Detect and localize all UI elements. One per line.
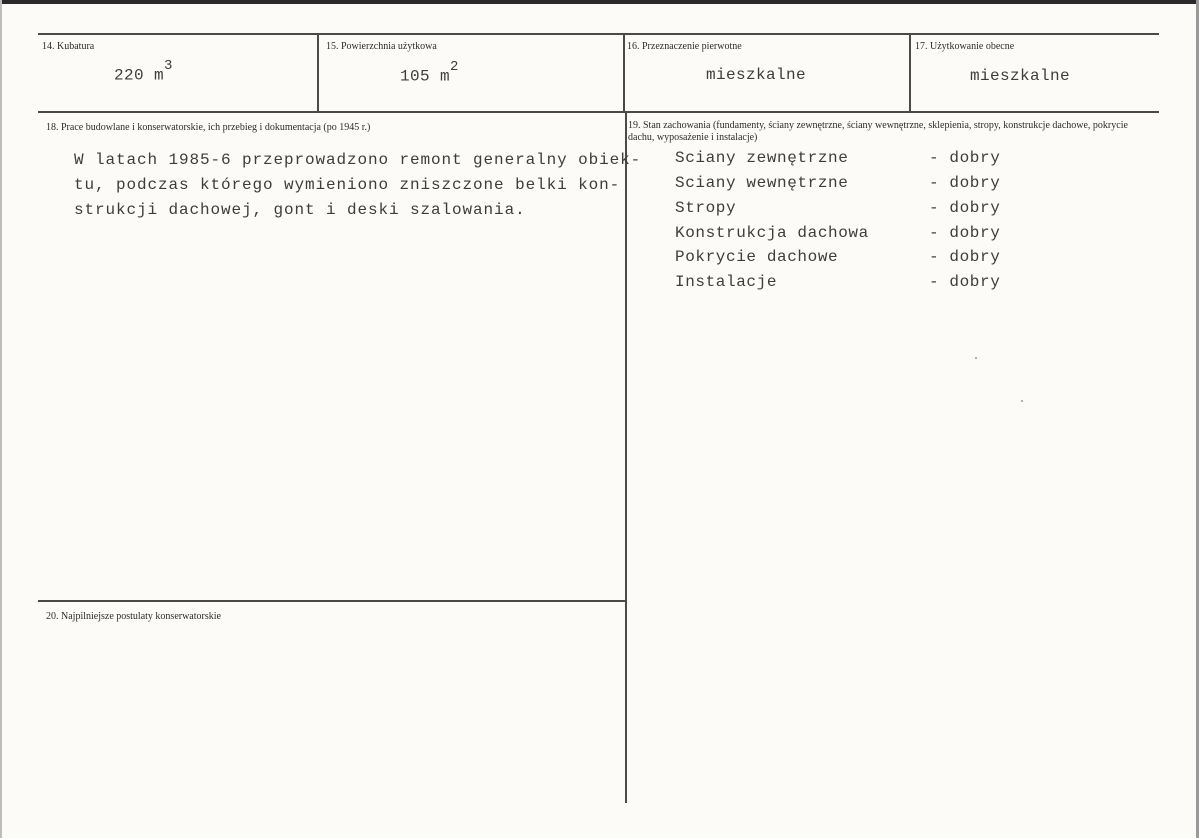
stan-item-value: - dobry xyxy=(929,273,1001,291)
przeznaczenie-value: mieszkalne xyxy=(706,66,807,84)
paper-speck xyxy=(975,357,977,359)
stan-item-value: - dobry xyxy=(929,224,1001,242)
prace-text xyxy=(74,148,642,223)
prace-line: strukcji dachowej, gont i deski szalowania. xyxy=(74,201,526,219)
uzytkowanie-label: 17. Użytkowanie obecne xyxy=(915,41,1015,52)
card-top-edge xyxy=(0,0,1199,4)
prace-line: W latach 1985-6 przeprowadzono remont generalny obiek- xyxy=(74,151,642,169)
stan-item-name: Instalacje xyxy=(675,273,778,291)
kubatura-label: 14. Kubatura xyxy=(42,41,95,52)
col-divider-2 xyxy=(623,33,625,113)
paper-speck xyxy=(1021,400,1023,402)
powierzchnia-value xyxy=(400,59,459,86)
stan-row xyxy=(675,199,1015,223)
col-divider-3 xyxy=(909,33,911,113)
top-rule xyxy=(38,33,1159,35)
postulaty-label: 20. Najpilniejsze postulaty konserwatorskie xyxy=(46,611,221,622)
stan-row xyxy=(675,149,1015,173)
section-20-rule xyxy=(38,600,627,602)
stan-item-name: Stropy xyxy=(675,199,737,217)
kubatura-value xyxy=(114,58,173,85)
card-left-edge xyxy=(0,0,2,838)
stan-item-name: Sciany zewnętrzne xyxy=(675,149,849,167)
stan-row xyxy=(675,174,1015,198)
stan-row xyxy=(675,224,1015,248)
stan-row xyxy=(675,248,1015,272)
powierzchnia-number: 105 m xyxy=(400,67,451,86)
stan-item-name: Sciany wewnętrzne xyxy=(675,174,849,192)
col-divider-1 xyxy=(317,33,319,113)
powierzchnia-label: 15. Powierzchnia użytkowa xyxy=(326,41,437,52)
kubatura-exponent: 3 xyxy=(164,58,173,74)
prace-line: tu, podczas którego wymieniono zniszczone belki kon- xyxy=(74,176,621,194)
stan-row xyxy=(675,273,1015,297)
przeznaczenie-label: 16. Przeznaczenie pierwotne xyxy=(627,41,742,52)
prace-label: 18. Prace budowlane i konserwatorskie, ich przebieg i dokumentacja (po 1945 r.) xyxy=(46,122,371,133)
stan-item-value: - dobry xyxy=(929,174,1001,192)
stan-item-value: - dobry xyxy=(929,149,1001,167)
stan-item-value: - dobry xyxy=(929,248,1001,266)
stan-item-value: - dobry xyxy=(929,199,1001,217)
uzytkowanie-value: mieszkalne xyxy=(970,67,1071,85)
stan-item-name: Konstrukcja dachowa xyxy=(675,224,869,242)
row-1-rule xyxy=(38,111,1159,113)
kubatura-number: 220 m xyxy=(114,66,165,85)
stan-item-name: Pokrycie dachowe xyxy=(675,248,839,266)
powierzchnia-exponent: 2 xyxy=(450,59,459,75)
stan-label: 19. Stan zachowania (fundamenty, ściany zewnętrzne, ściany wewnętrzne, sklepienia, stropy, konstrukcje dachowe, pokrycie dachu, wyposażenie i instalacje) xyxy=(628,120,1128,143)
